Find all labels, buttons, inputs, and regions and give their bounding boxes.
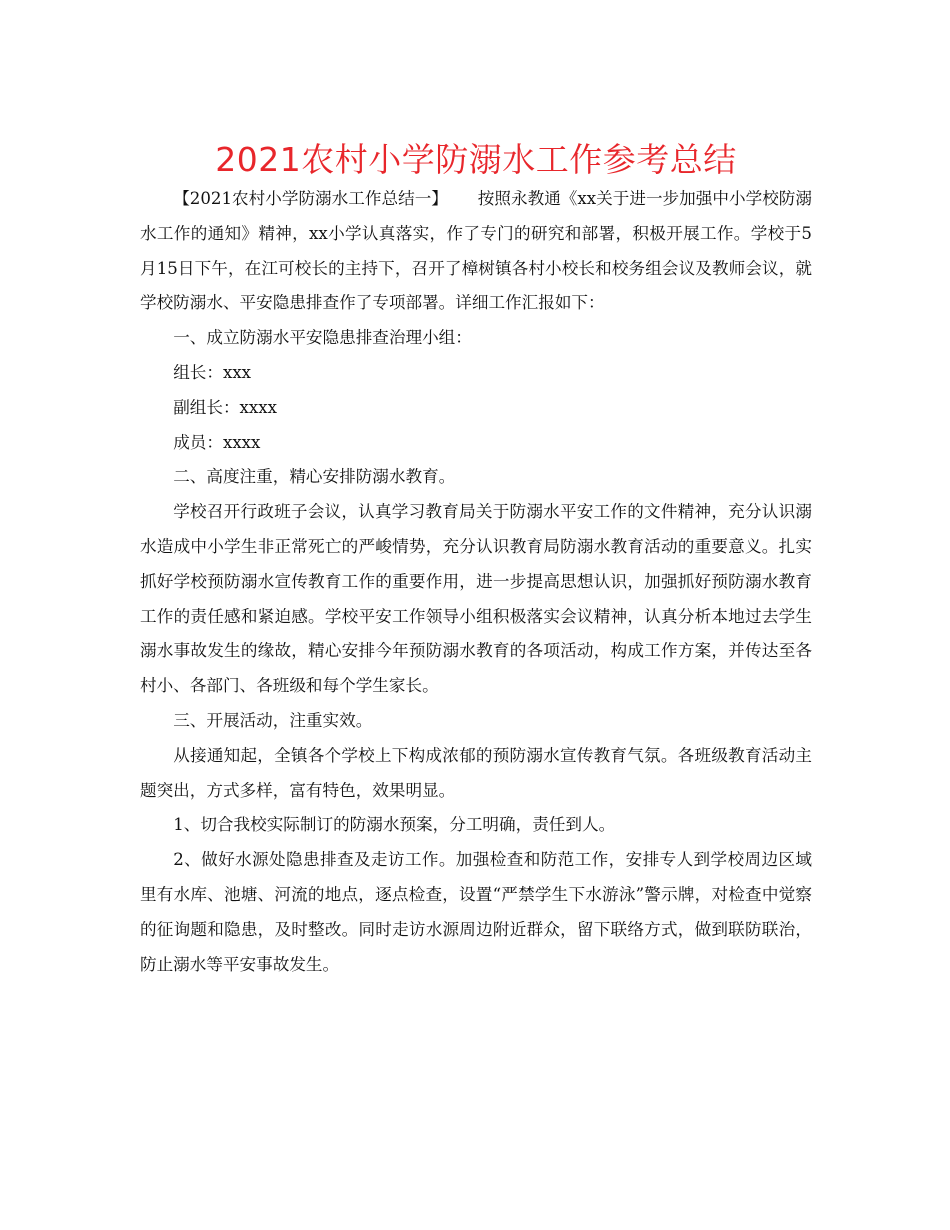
section3-heading: 三、开展活动，注重实效。	[173, 710, 373, 730]
section3-body: 从接通知起，全镇各个学校上下构成浓郁的预防溺水宣传教育气氛。各班级教育活动主题突出，方式多样，富有特色，效果明显。	[140, 745, 812, 800]
intro-body: 按照永教通《xx关于进一步加强中小学校防溺水工作的通知》精神，xx小学认真落实，作了专门的研究和部署，积极开展工作。学校于5月15日下午，在江可校长的主持下，召开了樟树镇各村小校长和校务组会议及教师会议，就学校防溺水、平安隐患排查作了专项部署。详细工作汇报如下：	[140, 189, 812, 313]
section2-body: 学校召开行政班子会议，认真学习教育局关于防溺水平安工作的文件精神，充分认识溺水造成中小学生非正常死亡的严峻情势，充分认识教育局防溺水教育活动的重要意义。扎实抓好学校预防溺水宣传教育工作的重要作用，进一步提高思想认识，加强抓好预防溺水教育工作的责任感和紧迫感。学校平安工作领导小组积极落实会议精神，认真分析本地过去学生溺水事故发生的缘故，精心安排今年预防溺水教育的各项活动，构成工作方案，并传达至各村小、各部门、各班级和每个学生家长。	[140, 502, 812, 696]
item-2: 2、做好水源处隐患排查及走访工作。加强检查和防范工作，安排专人到学校周边区域里有水库、池塘、河流的地点，逐点检查，设置“严禁学生下水游泳”警示牌，对检查中觉察的征询题和隐患，及时整改。同时走访水源周边附近群众，留下联络方式，做到联防联治，防止溺水等平安事故发生。	[140, 850, 812, 974]
intro-paragraph	[140, 182, 812, 321]
section1-heading: 一、成立防溺水平安隐患排查治理小组：	[173, 328, 472, 348]
vice-leader-line: 副组长：xxxx	[173, 397, 277, 417]
section2-heading: 二、高度注重，精心安排防溺水教育。	[173, 467, 456, 487]
document-page	[140, 140, 812, 982]
document-title: 2021农村小学防溺水工作参考总结	[215, 140, 737, 179]
item-1: 1、切合我校实际制订的防溺水预案，分工明确，责任到人。	[173, 815, 616, 835]
intro-heading: 【2021农村小学防溺水工作总结一】	[173, 189, 448, 208]
members-line: 成员：xxxx	[173, 432, 261, 452]
leader-line: 组长：xxx	[173, 362, 252, 382]
